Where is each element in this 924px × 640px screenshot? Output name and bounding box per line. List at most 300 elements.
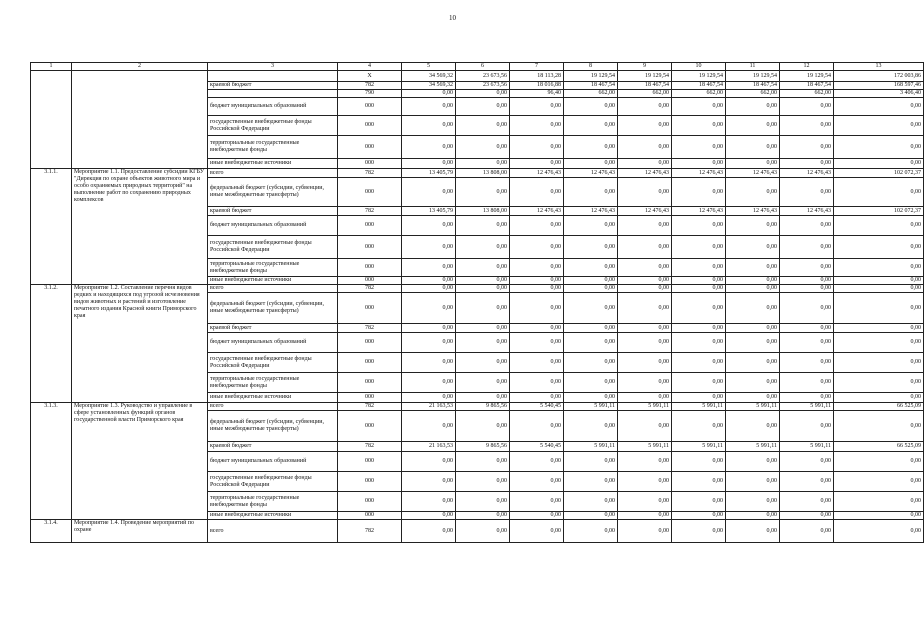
- year-amount: 662,00: [726, 90, 780, 98]
- total-amount: 0,00: [834, 216, 924, 236]
- total-amount: 0,00: [834, 259, 924, 277]
- year-amount: 0,00: [672, 452, 726, 472]
- year-amount: 0,00: [780, 178, 834, 207]
- year-amount: 0,00: [726, 293, 780, 324]
- year-amount: 0,00: [672, 472, 726, 492]
- budget-code: 000: [338, 492, 402, 512]
- year-amount: 0,00: [726, 353, 780, 373]
- year-amount: 0,00: [780, 512, 834, 520]
- year-amount: 0,00: [618, 285, 672, 293]
- year-amount: 0,00: [456, 324, 510, 333]
- year-amount: 0,00: [510, 452, 564, 472]
- year-amount: 0,00: [618, 353, 672, 373]
- year-amount: 0,00: [510, 159, 564, 169]
- year-amount: 0,00: [726, 472, 780, 492]
- budget-code: 000: [338, 472, 402, 492]
- year-amount: 0,00: [402, 520, 456, 543]
- table-row: [31, 71, 924, 82]
- year-amount: 12 476,43: [564, 207, 618, 216]
- year-amount: 0,00: [510, 324, 564, 333]
- year-amount: 0,00: [456, 512, 510, 520]
- column-number: 5: [402, 63, 456, 71]
- total-amount: 102 072,37: [834, 207, 924, 216]
- funding-source: иные внебюджетные источники: [208, 159, 338, 169]
- year-amount: 5 991,11: [726, 442, 780, 452]
- year-amount: 0,00: [780, 373, 834, 393]
- year-amount: 0,00: [618, 411, 672, 442]
- year-amount: 0,00: [618, 373, 672, 393]
- budget-code: Х: [338, 71, 402, 82]
- measure-number: 3.1.2.: [31, 285, 72, 403]
- year-amount: 0,00: [564, 136, 618, 159]
- funding-source: федеральный бюджет (субсидии, субвенции, иные межбюджетные трансферты): [208, 411, 338, 442]
- funding-source: государственные внебюджетные фонды Российской Федерации: [208, 236, 338, 259]
- funding-source: территориальные государственные внебюджетные фонды: [208, 373, 338, 393]
- year-amount: 5 991,11: [618, 442, 672, 452]
- year-amount: 5 991,11: [672, 442, 726, 452]
- total-amount: 0,00: [834, 277, 924, 285]
- year-amount: 0,00: [456, 277, 510, 285]
- total-amount: 0,00: [834, 353, 924, 373]
- total-amount: 0,00: [834, 472, 924, 492]
- year-amount: 0,00: [618, 393, 672, 403]
- year-amount: 0,00: [456, 393, 510, 403]
- year-amount: 0,00: [672, 373, 726, 393]
- year-amount: 0,00: [672, 293, 726, 324]
- year-amount: 0,00: [456, 472, 510, 492]
- year-amount: 5 991,11: [618, 403, 672, 411]
- year-amount: 0,00: [726, 492, 780, 512]
- year-amount: 0,00: [510, 472, 564, 492]
- year-amount: 0,00: [672, 178, 726, 207]
- funding-source: федеральный бюджет (субсидии, субвенции, иные межбюджетные трансферты): [208, 178, 338, 207]
- year-amount: 0,00: [618, 472, 672, 492]
- year-amount: 23 673,56: [456, 82, 510, 90]
- measure-name: Мероприятие 1.2. Составление перечня видов редких и находящихся под угрозой исчезновения видов животных и растений и изготовление печатного издания Красной книги Приморского края: [72, 285, 208, 403]
- column-number: 7: [510, 63, 564, 71]
- year-amount: 0,00: [564, 452, 618, 472]
- total-amount: 172 003,86: [834, 71, 924, 82]
- year-amount: 0,00: [456, 216, 510, 236]
- year-amount: 0,00: [402, 512, 456, 520]
- year-amount: 0,00: [726, 159, 780, 169]
- year-amount: 0,00: [456, 353, 510, 373]
- year-amount: 18 113,28: [510, 71, 564, 82]
- total-amount: 0,00: [834, 373, 924, 393]
- year-amount: 0,00: [618, 136, 672, 159]
- year-amount: 0,00: [456, 90, 510, 98]
- year-amount: 18 467,54: [618, 82, 672, 90]
- year-amount: 0,00: [672, 353, 726, 373]
- year-amount: 12 476,43: [780, 169, 834, 178]
- year-amount: 0,00: [564, 353, 618, 373]
- funding-source: территориальные государственные внебюджетные фонды: [208, 136, 338, 159]
- year-amount: 0,00: [402, 324, 456, 333]
- year-amount: 19 129,54: [618, 71, 672, 82]
- funding-source: всего: [208, 285, 338, 293]
- budget-code: 000: [338, 178, 402, 207]
- table-row: [31, 403, 924, 411]
- year-amount: 0,00: [780, 520, 834, 543]
- year-amount: 0,00: [402, 472, 456, 492]
- year-amount: 12 476,43: [780, 207, 834, 216]
- budget-code: 000: [338, 259, 402, 277]
- year-amount: 0,00: [456, 520, 510, 543]
- year-amount: 0,00: [672, 259, 726, 277]
- column-number: 2: [72, 63, 208, 71]
- year-amount: 0,00: [780, 393, 834, 403]
- year-amount: 0,00: [564, 411, 618, 442]
- budget-code: 782: [338, 169, 402, 178]
- total-amount: 102 072,37: [834, 169, 924, 178]
- year-amount: 0,00: [672, 285, 726, 293]
- year-amount: 0,00: [672, 277, 726, 285]
- budget-code: 782: [338, 324, 402, 333]
- year-amount: 0,00: [672, 236, 726, 259]
- measure-number: 3.1.4.: [31, 520, 72, 543]
- year-amount: 662,00: [780, 90, 834, 98]
- year-amount: 0,00: [780, 293, 834, 324]
- budget-code: 000: [338, 452, 402, 472]
- year-amount: 0,00: [456, 159, 510, 169]
- funding-source: государственные внебюджетные фонды Российской Федерации: [208, 116, 338, 136]
- year-amount: 34 569,32: [402, 82, 456, 90]
- year-amount: 96,40: [510, 90, 564, 98]
- year-amount: 0,00: [618, 333, 672, 353]
- year-amount: 18 467,54: [564, 82, 618, 90]
- year-amount: 0,00: [672, 333, 726, 353]
- measure-name: [72, 71, 208, 169]
- year-amount: 0,00: [402, 136, 456, 159]
- year-amount: 0,00: [780, 116, 834, 136]
- year-amount: 0,00: [402, 333, 456, 353]
- year-amount: 0,00: [618, 520, 672, 543]
- year-amount: 0,00: [726, 411, 780, 442]
- year-amount: 0,00: [672, 520, 726, 543]
- budget-code: 000: [338, 353, 402, 373]
- year-amount: 0,00: [456, 98, 510, 116]
- year-amount: 0,00: [780, 136, 834, 159]
- column-number: 9: [618, 63, 672, 71]
- year-amount: 5 991,11: [726, 403, 780, 411]
- year-amount: 0,00: [618, 293, 672, 324]
- year-amount: 0,00: [402, 285, 456, 293]
- year-amount: 0,00: [402, 98, 456, 116]
- year-amount: 0,00: [726, 452, 780, 472]
- year-amount: 13 405,79: [402, 207, 456, 216]
- year-amount: 23 673,56: [456, 71, 510, 82]
- year-amount: 12 476,43: [564, 169, 618, 178]
- year-amount: 662,00: [672, 90, 726, 98]
- budget-code: 000: [338, 512, 402, 520]
- budget-code: 782: [338, 285, 402, 293]
- year-amount: 0,00: [780, 324, 834, 333]
- budget-code: 790: [338, 90, 402, 98]
- year-amount: 9 865,56: [456, 442, 510, 452]
- year-amount: 0,00: [510, 411, 564, 442]
- year-amount: 0,00: [402, 116, 456, 136]
- measure-number: 3.1.3.: [31, 403, 72, 520]
- year-amount: 0,00: [564, 159, 618, 169]
- year-amount: 0,00: [510, 98, 564, 116]
- total-amount: 0,00: [834, 236, 924, 259]
- year-amount: 12 476,43: [726, 169, 780, 178]
- year-amount: 0,00: [564, 178, 618, 207]
- year-amount: 0,00: [456, 178, 510, 207]
- year-amount: 0,00: [672, 116, 726, 136]
- year-amount: 0,00: [618, 216, 672, 236]
- total-amount: 0,00: [834, 178, 924, 207]
- year-amount: 0,00: [618, 236, 672, 259]
- column-number: 11: [726, 63, 780, 71]
- year-amount: 0,00: [456, 259, 510, 277]
- year-amount: 0,00: [564, 472, 618, 492]
- year-amount: 0,00: [564, 373, 618, 393]
- column-number-row: [31, 63, 924, 71]
- year-amount: 0,00: [456, 116, 510, 136]
- table-row: [31, 169, 924, 178]
- year-amount: 0,00: [780, 333, 834, 353]
- year-amount: 18 016,88: [510, 82, 564, 90]
- year-amount: 0,00: [726, 277, 780, 285]
- year-amount: 0,00: [402, 216, 456, 236]
- year-amount: 13 405,79: [402, 169, 456, 178]
- year-amount: 0,00: [564, 520, 618, 543]
- total-amount: 0,00: [834, 159, 924, 169]
- year-amount: 0,00: [564, 277, 618, 285]
- year-amount: 0,00: [510, 236, 564, 259]
- year-amount: 0,00: [456, 373, 510, 393]
- year-amount: 21 163,53: [402, 403, 456, 411]
- year-amount: 12 476,43: [618, 207, 672, 216]
- year-amount: 0,00: [510, 333, 564, 353]
- funding-source: бюджет муниципальных образований: [208, 98, 338, 116]
- year-amount: 0,00: [726, 236, 780, 259]
- funding-source: всего: [208, 520, 338, 543]
- budget-code: 782: [338, 82, 402, 90]
- total-amount: 0,00: [834, 285, 924, 293]
- year-amount: 5 991,11: [672, 403, 726, 411]
- year-amount: 0,00: [672, 512, 726, 520]
- measure-number: [31, 71, 72, 169]
- year-amount: 0,00: [726, 259, 780, 277]
- measure-number: 3.1.1.: [31, 169, 72, 285]
- year-amount: 0,00: [564, 259, 618, 277]
- year-amount: 0,00: [510, 293, 564, 324]
- year-amount: 12 476,43: [726, 207, 780, 216]
- funding-source: государственные внебюджетные фонды Российской Федерации: [208, 472, 338, 492]
- budget-code: 782: [338, 403, 402, 411]
- year-amount: 0,00: [726, 393, 780, 403]
- budget-code: 000: [338, 98, 402, 116]
- year-amount: 0,00: [780, 411, 834, 442]
- year-amount: 0,00: [564, 333, 618, 353]
- year-amount: 0,00: [780, 452, 834, 472]
- budget-code: 000: [338, 216, 402, 236]
- year-amount: 12 476,43: [672, 169, 726, 178]
- year-amount: 0,00: [402, 178, 456, 207]
- year-amount: 0,00: [726, 285, 780, 293]
- budget-code: 000: [338, 277, 402, 285]
- total-amount: 0,00: [834, 116, 924, 136]
- year-amount: 0,00: [618, 512, 672, 520]
- column-number: 8: [564, 63, 618, 71]
- year-amount: 0,00: [402, 259, 456, 277]
- budget-code: 000: [338, 136, 402, 159]
- year-amount: 5 991,11: [780, 403, 834, 411]
- funding-source: краевой бюджет: [208, 442, 338, 452]
- year-amount: 0,00: [672, 324, 726, 333]
- year-amount: 12 476,43: [672, 207, 726, 216]
- year-amount: 12 476,43: [510, 207, 564, 216]
- year-amount: 12 476,43: [618, 169, 672, 178]
- budget-code: 000: [338, 373, 402, 393]
- year-amount: 0,00: [510, 353, 564, 373]
- year-amount: 662,00: [618, 90, 672, 98]
- year-amount: 0,00: [564, 512, 618, 520]
- column-number: 4: [338, 63, 402, 71]
- year-amount: 0,00: [510, 116, 564, 136]
- year-amount: 0,00: [402, 277, 456, 285]
- year-amount: 12 476,43: [510, 169, 564, 178]
- funding-source: федеральный бюджет (субсидии, субвенции, иные межбюджетные трансферты): [208, 293, 338, 324]
- total-amount: 0,00: [834, 333, 924, 353]
- column-number: 10: [672, 63, 726, 71]
- year-amount: 0,00: [726, 136, 780, 159]
- year-amount: 0,00: [672, 159, 726, 169]
- year-amount: 18 467,54: [726, 82, 780, 90]
- budget-code: 782: [338, 442, 402, 452]
- funding-source: государственные внебюджетные фонды Российской Федерации: [208, 353, 338, 373]
- column-number: 6: [456, 63, 510, 71]
- total-amount: 0,00: [834, 393, 924, 403]
- year-amount: 0,00: [726, 98, 780, 116]
- funding-source: бюджет муниципальных образований: [208, 216, 338, 236]
- total-amount: 0,00: [834, 452, 924, 472]
- measure-name: Мероприятие 1.1. Предоставление субсидии КГБУ "Дирекция по охране объектов животного мира и особо охраняемых природных территорий" на выполнение работ по сохранению природных комплексов: [72, 169, 208, 285]
- year-amount: 0,00: [726, 116, 780, 136]
- year-amount: 0,00: [618, 324, 672, 333]
- year-amount: 0,00: [456, 411, 510, 442]
- year-amount: 5 991,11: [780, 442, 834, 452]
- year-amount: 0,00: [402, 236, 456, 259]
- year-amount: 0,00: [780, 259, 834, 277]
- funding-source: иные внебюджетные источники: [208, 512, 338, 520]
- year-amount: 0,00: [780, 98, 834, 116]
- year-amount: 0,00: [780, 492, 834, 512]
- funding-source: иные внебюджетные источники: [208, 277, 338, 285]
- funding-source: иные внебюджетные источники: [208, 393, 338, 403]
- total-amount: 168 597,46: [834, 82, 924, 90]
- year-amount: 0,00: [618, 259, 672, 277]
- year-amount: 0,00: [672, 393, 726, 403]
- year-amount: 0,00: [510, 277, 564, 285]
- funding-source: бюджет муниципальных образований: [208, 452, 338, 472]
- column-number: 13: [834, 63, 924, 71]
- year-amount: 13 808,00: [456, 169, 510, 178]
- year-amount: 5 540,45: [510, 442, 564, 452]
- year-amount: 0,00: [618, 98, 672, 116]
- year-amount: 34 569,32: [402, 71, 456, 82]
- year-amount: 18 467,54: [780, 82, 834, 90]
- year-amount: 0,00: [456, 452, 510, 472]
- year-amount: 0,00: [726, 216, 780, 236]
- table-row: [31, 520, 924, 543]
- year-amount: 0,00: [618, 159, 672, 169]
- funding-source: всего: [208, 403, 338, 411]
- measure-name: Мероприятие 1.4. Проведение мероприятий по охране: [72, 520, 208, 543]
- year-amount: 0,00: [510, 492, 564, 512]
- budget-table: [30, 62, 924, 543]
- year-amount: 0,00: [618, 452, 672, 472]
- total-amount: 0,00: [834, 520, 924, 543]
- year-amount: 0,00: [510, 136, 564, 159]
- year-amount: 0,00: [402, 373, 456, 393]
- funding-source: краевой бюджет: [208, 207, 338, 216]
- total-amount: 66 525,09: [834, 442, 924, 452]
- funding-source: территориальные государственные внебюджетные фонды: [208, 259, 338, 277]
- funding-source: краевой бюджет: [208, 324, 338, 333]
- year-amount: 0,00: [672, 411, 726, 442]
- year-amount: 0,00: [510, 512, 564, 520]
- year-amount: 0,00: [618, 277, 672, 285]
- budget-code: 000: [338, 159, 402, 169]
- funding-source: [208, 90, 338, 98]
- year-amount: 0,00: [672, 136, 726, 159]
- year-amount: 0,00: [402, 159, 456, 169]
- total-amount: 0,00: [834, 512, 924, 520]
- year-amount: 0,00: [510, 520, 564, 543]
- table-row: [31, 285, 924, 293]
- budget-code: 000: [338, 293, 402, 324]
- year-amount: 0,00: [402, 353, 456, 373]
- budget-code: 000: [338, 236, 402, 259]
- total-amount: 3 406,40: [834, 90, 924, 98]
- year-amount: 0,00: [402, 452, 456, 472]
- total-amount: 0,00: [834, 136, 924, 159]
- year-amount: 0,00: [402, 393, 456, 403]
- year-amount: 0,00: [564, 324, 618, 333]
- year-amount: 0,00: [564, 293, 618, 324]
- total-amount: 0,00: [834, 324, 924, 333]
- page-number: 10: [449, 14, 456, 22]
- column-number: 1: [31, 63, 72, 71]
- year-amount: 19 129,54: [564, 71, 618, 82]
- year-amount: 0,00: [402, 90, 456, 98]
- budget-code: 000: [338, 411, 402, 442]
- year-amount: 0,00: [726, 373, 780, 393]
- year-amount: 19 129,54: [672, 71, 726, 82]
- year-amount: 0,00: [510, 285, 564, 293]
- year-amount: 662,00: [564, 90, 618, 98]
- year-amount: 0,00: [726, 178, 780, 207]
- funding-source: [208, 71, 338, 82]
- year-amount: 0,00: [402, 411, 456, 442]
- column-number: 3: [208, 63, 338, 71]
- year-amount: 0,00: [456, 333, 510, 353]
- year-amount: 0,00: [510, 259, 564, 277]
- year-amount: 21 163,53: [402, 442, 456, 452]
- year-amount: 0,00: [564, 285, 618, 293]
- total-amount: 66 525,09: [834, 403, 924, 411]
- year-amount: 0,00: [456, 136, 510, 159]
- year-amount: 0,00: [672, 98, 726, 116]
- budget-code: 782: [338, 207, 402, 216]
- year-amount: 0,00: [780, 216, 834, 236]
- year-amount: 0,00: [402, 293, 456, 324]
- year-amount: 0,00: [726, 520, 780, 543]
- funding-source: бюджет муниципальных образований: [208, 333, 338, 353]
